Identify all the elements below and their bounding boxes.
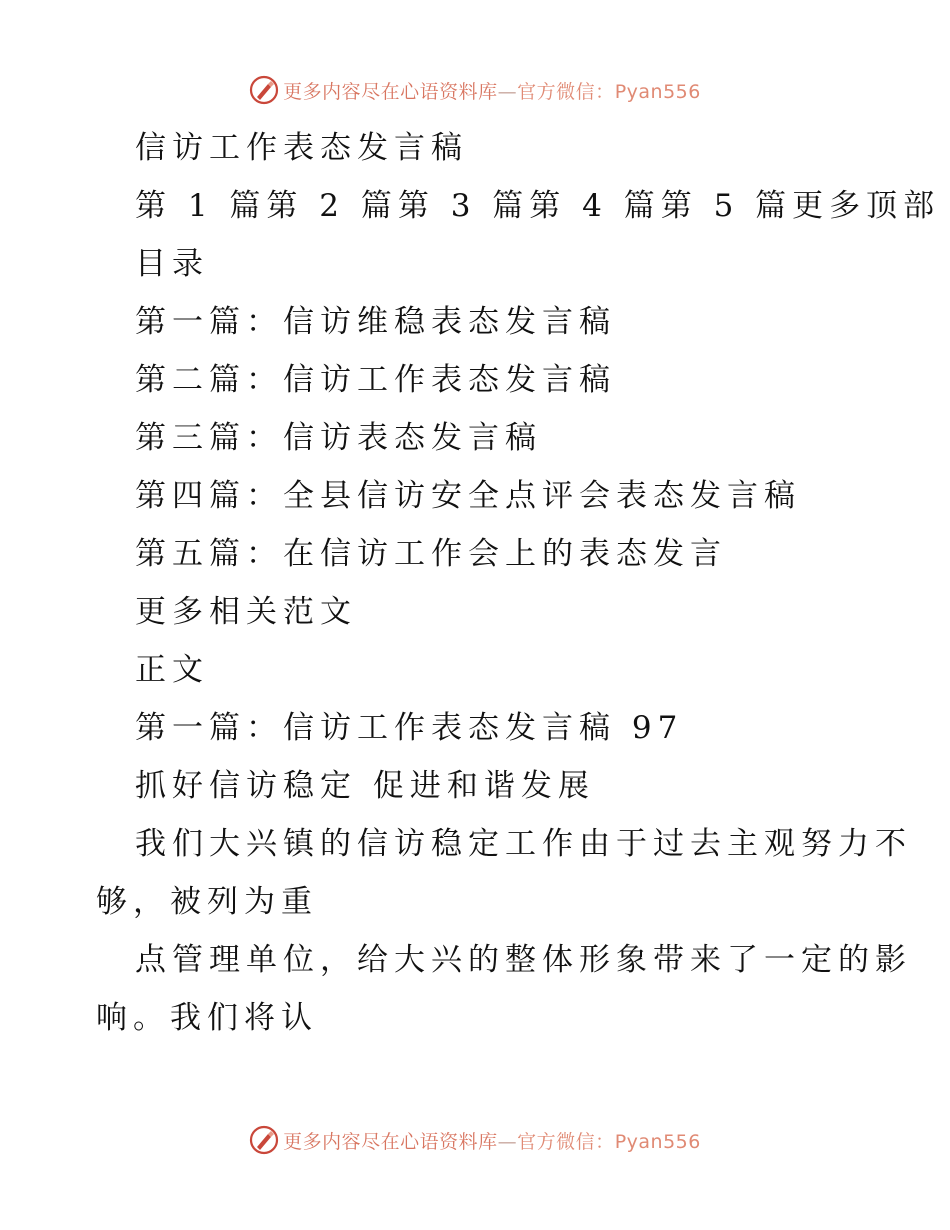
article-subtitle: 抓好信访稳定 促进和谐发展 xyxy=(135,768,595,804)
pen-logo-icon xyxy=(249,75,279,105)
body-heading: 正文 xyxy=(135,652,209,688)
watermark-text xyxy=(283,77,701,104)
footer-watermark-banner xyxy=(0,1120,950,1160)
toc-item-4[interactable]: 第四篇：全县信访安全点评会表态发言稿 xyxy=(135,478,801,514)
watermark-wechat-id: Pyan556 xyxy=(614,80,701,103)
watermark-text xyxy=(283,1127,701,1154)
watermark-site: 更多内容尽在心语资料库 xyxy=(283,80,498,103)
watermark-wechat-label: 官方微信： xyxy=(517,80,615,103)
chapter-nav[interactable]: 第 1 篇第 2 篇第 3 篇第 4 篇第 5 篇更多顶部 xyxy=(135,188,941,224)
header-watermark-banner xyxy=(0,70,950,110)
paragraph-1-line-2: 够，被列为重 xyxy=(96,884,318,920)
first-article-title: 第一篇：信访工作表态发言稿 97 xyxy=(135,710,684,746)
toc-item-3[interactable]: 第三篇：信访表态发言稿 xyxy=(135,420,542,456)
more-related-link[interactable]: 更多相关范文 xyxy=(135,594,357,630)
toc-item-5[interactable]: 第五篇：在信访工作会上的表态发言 xyxy=(135,536,727,572)
pen-logo-icon xyxy=(249,1125,279,1155)
paragraph-1-line-1: 我们大兴镇的信访稳定工作由于过去主观努力不 xyxy=(135,826,912,862)
watermark-wechat-label: 官方微信： xyxy=(517,1130,615,1153)
watermark-dash: — xyxy=(497,1130,518,1153)
toc-item-2[interactable]: 第二篇：信访工作表态发言稿 xyxy=(135,362,616,398)
document-title: 信访工作表态发言稿 xyxy=(135,130,468,166)
toc-heading: 目录 xyxy=(135,246,209,282)
paragraph-2-line-2: 响。我们将认 xyxy=(96,1000,318,1036)
paragraph-2-line-1: 点管理单位，给大兴的整体形象带来了一定的影 xyxy=(135,942,912,978)
toc-item-1[interactable]: 第一篇：信访维稳表态发言稿 xyxy=(135,304,616,340)
watermark-wechat-id: Pyan556 xyxy=(614,1130,701,1153)
watermark-site: 更多内容尽在心语资料库 xyxy=(283,1130,498,1153)
watermark-dash: — xyxy=(497,80,518,103)
